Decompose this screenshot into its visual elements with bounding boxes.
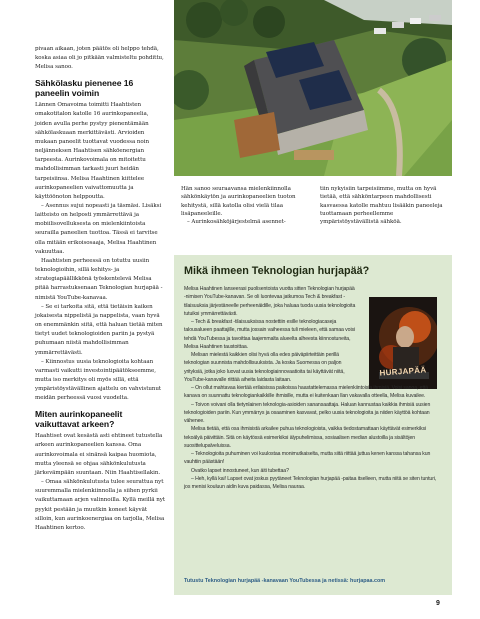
page-number: 9	[436, 600, 440, 607]
paragraph: – Kiinnostus uusia teknologioita kohtaan varmasti vaikutti investointipäätökseemme, mutta iso merkitys oli myös sillä, että ympäristöystävällinen ajattelu on vahvistunut meidän perheessä vuosi vuodelta.	[35, 358, 162, 402]
paragraph: – Tech & breakfast -tilaisuuksissa nostettiin esille teknologiacaseja talousalueen paattajille, mutta jossain vaiheessa tuli mieleen, että samaa voisi tehdä YouTubessa ja tavoittaa laajemmalta alueelta alheesta kiinnostuneita, Melisa Haahtinen taustoittaa.	[184, 319, 356, 350]
section-heading: Sähkölasku pienenee 16 paneelin voimin	[35, 78, 134, 98]
section-heading: Miten aurinkopaneelit vaikuttavat arkeen?	[35, 409, 123, 429]
paragraph: Melisa Haahtinen lanseerasi puolisentoista vuotta sitten Teknologian hurjapää -nimisen YouTube-kanavan. Se oli luontevaa jatkumoa Tech & breakfast -tilaisuuksia järjestäneelle perheenäidille, joka haluaa tuoda uusia teknologioita tutuiksi ymmärrettävästi.	[184, 286, 356, 317]
paragraph: – On ollut mahtavaa kiertää erilaisissa paikoissa haastattelemassa mielenkiintoisia ihmisiä. Voisi sanoa, että kanava on suunnattu teknologiankaikkille ihmisille, mutta ei kuitenkaan llan vakavalla otteella, Melisa kuvailee.	[184, 385, 428, 400]
paragraph: Lännen Omavoima toimitti Haahtisten omakotitalon katolle 16 aurinkopaneelia, joiden avulla perhe pystyy pienentämään sähkölaskuaan merkittävästi. Arvioiden mukaan paneelit tuottavat vuodessa noin neljänneksen Haahtisen sähköenergian tarpeesta. Aurinkovoimala on mitoitettu mahdollisimman tarkasti juuri heidän tarpeisiinsa. Melisa Haahtinen kiittelee aurinkopaneelien vaivattomuutta ja käyttöönoton helppoutta.	[35, 102, 149, 200]
left-text-column	[35, 45, 166, 533]
middle-text-column-b	[320, 185, 450, 226]
box-title: Mikä ihmeen Teknologian hurjapää?	[184, 265, 370, 277]
info-box	[174, 255, 452, 595]
paragraph: Haahtiset ovat kesästä asti ehtineet tutustella arkeen aurinkopaneelien kanssa. Oma aurinkovoimala ei sinänsä kaipaa huomiota, mutta yleensä se ohjaa sähkönkulutusta järkevämpään suuntaan. Niin Haahtisellakin.	[35, 433, 163, 476]
paragraph: – Asennus sujui nopeasti ja täsmäsi. Lisäksi laitteisto on helposti ymmärrettävä ja mobiilisovelluksesta on mielenkiintoista seurailla paneelien tuottoa. Tässä ei tarvitse olla mitään erikoisosaaja, Melisa Haahtinen vakuuttaa.	[35, 203, 162, 255]
aerial-house-photo	[174, 0, 452, 176]
paragraph: pivaan aikaan, joten päätös oli helppo tehdä, koska asiaa oli jo pitkään valmisteltu pohdittu, Melisa sanoo.	[35, 46, 164, 71]
paragraph: tiin nykyisiin tarpeisiimme, mutta on hyvä tietää, että sähköntarpeen mahdollisesti kasvaessa katolle mahtuu lisääkin paneeleja tuottamaan perheellemme ympäristöystävällistä sähköä.	[320, 186, 443, 226]
paragraph: Melisa tietää, että osa ihmisistä arkailee puhua teknologioista, vaikka tiedostamattaan käyttävät esimerkiksi tekoälyä päivittäin. Sitä on käytössä esimerkiksi älypuhelimissa, sosiaalisen median alustoilla ja sisältöjen suosittelupalveluissa.	[184, 426, 427, 449]
box-text	[184, 285, 443, 491]
paragraph: – Se ei tarkoita sitä, että tietäisin kaiken jokaisesta nippelistä ja nappelista, vaan hyvä on enemmänkin siitä, että haluan tietää miten tietyt uudet teknologioiden pariin ja pystyä puhumaan niistä mahdollisimman ymmärrettävästi.	[35, 303, 163, 356]
thumbnail-title: HURJAPÄÄ	[379, 365, 427, 378]
paragraph: Melisan mielestä kaikkien olisi hyvä olla edes päiväpiirteittäin perillä teknologian suunnista mahdollisuuksista. Ja koska Suomessa on paljon yrityksiä, jotka joko luovat uusia teknologiainnovaatioita tai käyttävät niitä, YouTube-kanavalle riittää aiheita laidasta laitaan.	[184, 352, 345, 383]
paragraph: Haahtisten perheessä on totuttu uusiin teknologioihin, sillä kehitys- ja strategiapäällikkönä työskentelevä Melisa pitää harrastuksenaan Teknologian hurjapää -nimistä YouTube-kanavaa.	[35, 257, 163, 301]
channel-link[interactable]: Tutustu Teknologian hurjapää -kanavaan YouTubessa ja netissä: hurjapaa.com	[184, 578, 386, 584]
paragraph: Hän sanoo seuraavansa mielenkiinnolla sähkönkäytön ja aurinkopaneelien tuoton kehitystä, sillä katolla olisi vielä tilaa lisäpaneeleille.	[181, 186, 296, 217]
paragraph: – Toivon voivani olla tietynlainen teknologia-asioiden sanansaattaja. Haluan kannustaa kaikkia ihmisiä uusien teknologioiden pariin. Kun ymmärrys ja osaaminen kasvavat, pelko uusia teknologioita ja niiden käyttöä kohtaan vähenee.	[184, 401, 431, 424]
middle-text-column-a	[181, 185, 313, 226]
paragraph: – Heh, kyllä kai! Lapset ovat joskus pyytäneet Teknologian hurjapää -paitaa itselleen, mutta niitä se siten tunturi, jos menisi kouluun aidin kuva paidassa, Melisa nauraa.	[184, 475, 437, 490]
paragraph: – Teknologioita puhuminen voi kuulostaa monimutkaiselta, mutta siitä riittää juttua kenen kanssa tahansa kun vauhtiin päästään!	[184, 451, 431, 466]
paragraph: Ovatko lapset innostuneet, kun äiti tubettaa?	[191, 467, 289, 474]
paragraph: – Omaa sähkönkulutusta tulee seurattua nyt suuremmalla mielenkiinnolla ja siihen pyrkii vaikuttamaan arjen valinnoilla. Kyllä meillä nyt pyykit pestään ja muutkin koneet käyvät silloin, kun aurinkoenergiaa on tarjolla, Melisa Haahtinen kertoo.	[35, 479, 166, 531]
paragraph: – Aurinkosähköjärjestelmä asennet-	[187, 219, 286, 226]
